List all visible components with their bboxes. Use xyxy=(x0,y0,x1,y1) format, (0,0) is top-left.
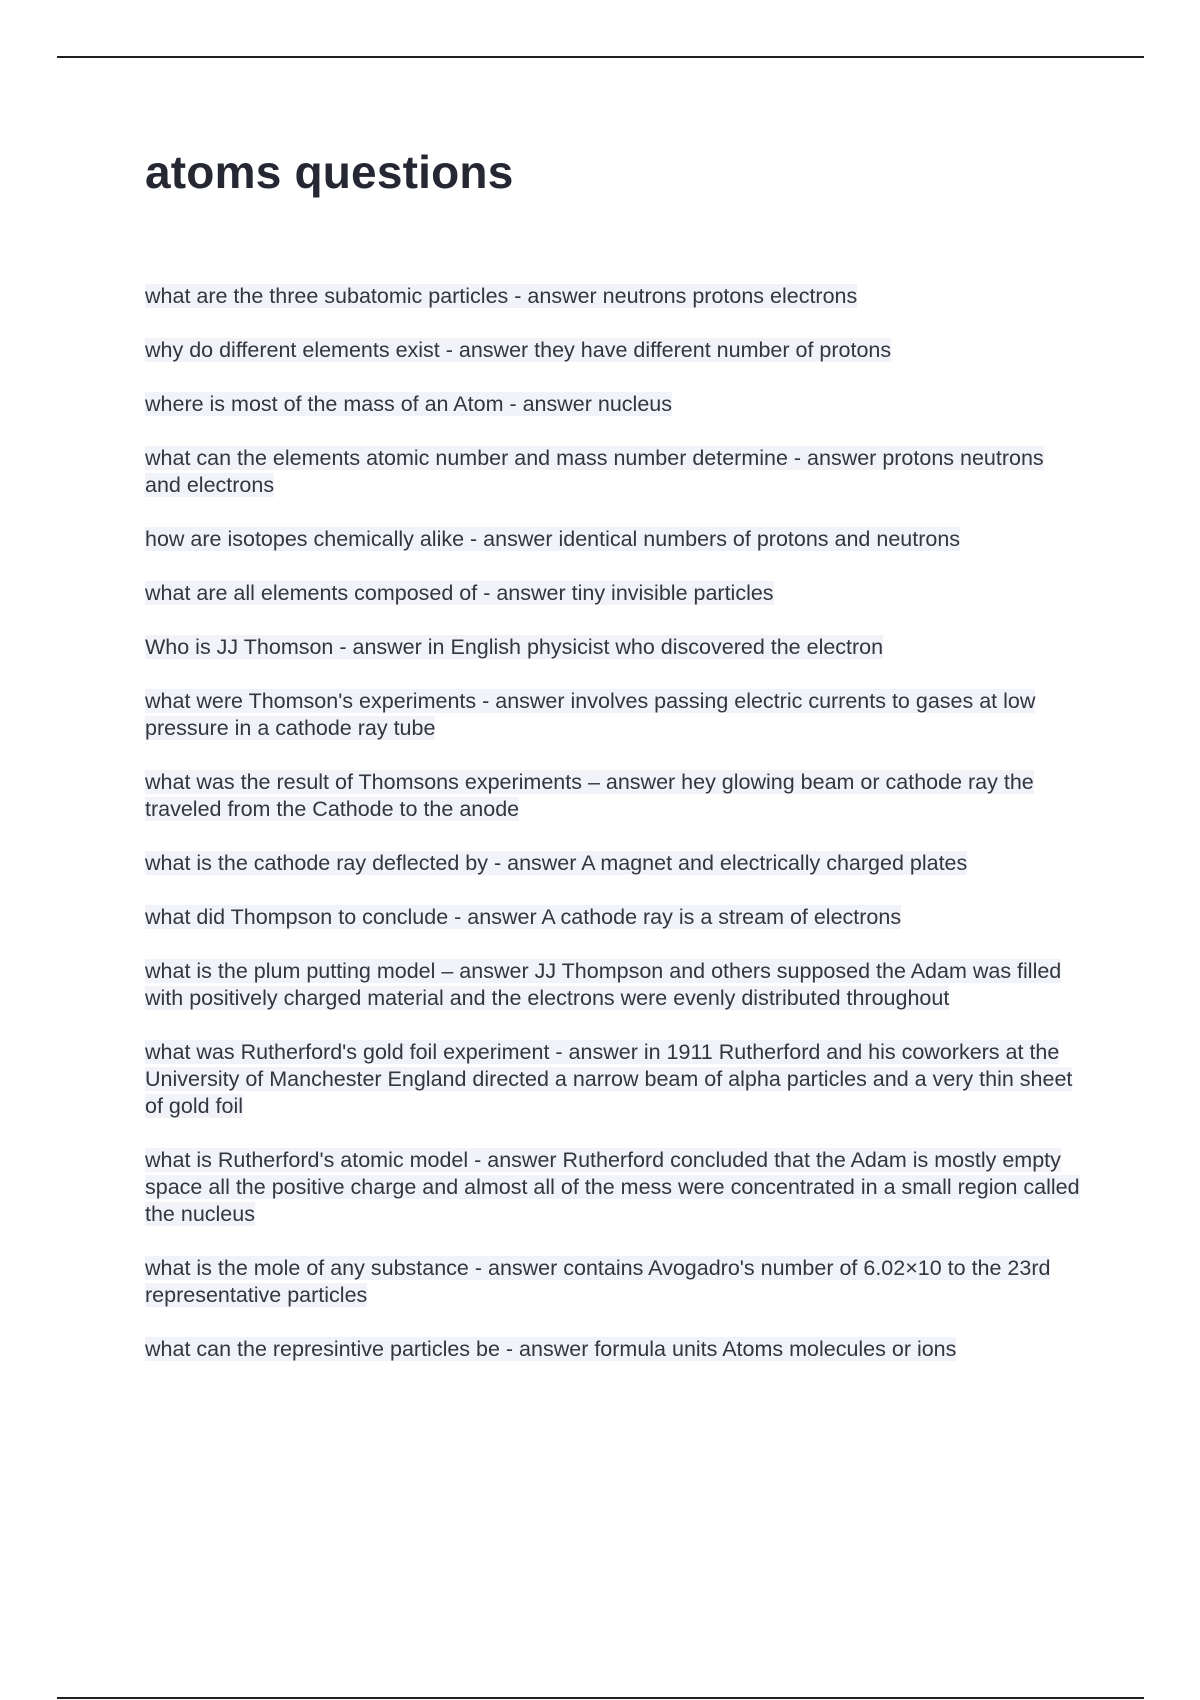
qa-item xyxy=(145,391,1080,418)
qa-item xyxy=(145,904,1080,931)
qa-text: what are the three subatomic particles - answer neutrons protons electrons xyxy=(145,284,858,308)
qa-item xyxy=(145,337,1080,364)
qa-text: what is the plum putting model – answer JJ Thompson and others supposed the Adam was filled with positively charged material and the electrons were evenly distributed throughout xyxy=(145,959,1062,1010)
qa-text: what are all elements composed of - answer tiny invisible particles xyxy=(145,581,774,605)
qa-item xyxy=(145,958,1080,1012)
page-title: atoms questions xyxy=(145,146,514,198)
qa-item xyxy=(145,850,1080,877)
qa-text: what can the elements atomic number and mass number determine - answer protons neutrons and electrons xyxy=(145,446,1044,497)
qa-text: how are isotopes chemically alike - answer identical numbers of protons and neutrons xyxy=(145,527,961,551)
qa-item xyxy=(145,445,1080,499)
qa-item xyxy=(145,688,1080,742)
qa-item xyxy=(145,580,1080,607)
qa-text: what is the mole of any substance - answer contains Avogadro's number of 6.02×10 to the 23rd representative particles xyxy=(145,1256,1051,1307)
qa-text: what is Rutherford's atomic model - answer Rutherford concluded that the Adam is mostly empty space all the positive charge and almost all of the mess were concentrated in a small region called the nucleus xyxy=(145,1148,1080,1226)
qa-text: why do different elements exist - answer they have different number of protons xyxy=(145,338,892,362)
qa-item xyxy=(145,283,1080,310)
qa-item xyxy=(145,769,1080,823)
qa-text: what did Thompson to conclude - answer A cathode ray is a stream of electrons xyxy=(145,905,902,929)
qa-text: what can the represintive particles be - answer formula units Atoms molecules or ions xyxy=(145,1337,957,1361)
qa-item xyxy=(145,1039,1080,1120)
qa-text: what was Rutherford's gold foil experiment - answer in 1911 Rutherford and his coworkers at the University of Manchester England directed a narrow beam of alpha particles and a very thin sheet of gold foil xyxy=(145,1040,1073,1118)
qa-text: Who is JJ Thomson - answer in English physicist who discovered the electron xyxy=(145,635,884,659)
qa-item xyxy=(145,526,1080,553)
bottom-rule xyxy=(57,1697,1144,1699)
qa-text: what was the result of Thomsons experiments – answer hey glowing beam or cathode ray the traveled from the Cathode to the anode xyxy=(145,770,1034,821)
question-answer-list xyxy=(145,283,1080,1390)
qa-text: what were Thomson's experiments - answer involves passing electric currents to gases at low pressure in a cathode ray tube xyxy=(145,689,1036,740)
qa-item xyxy=(145,1147,1080,1228)
qa-item xyxy=(145,1255,1080,1309)
qa-text: what is the cathode ray deflected by - answer A magnet and electrically charged plates xyxy=(145,851,968,875)
qa-item xyxy=(145,634,1080,661)
qa-text: where is most of the mass of an Atom - answer nucleus xyxy=(145,392,672,416)
qa-item xyxy=(145,1336,1080,1363)
top-rule xyxy=(57,56,1144,58)
